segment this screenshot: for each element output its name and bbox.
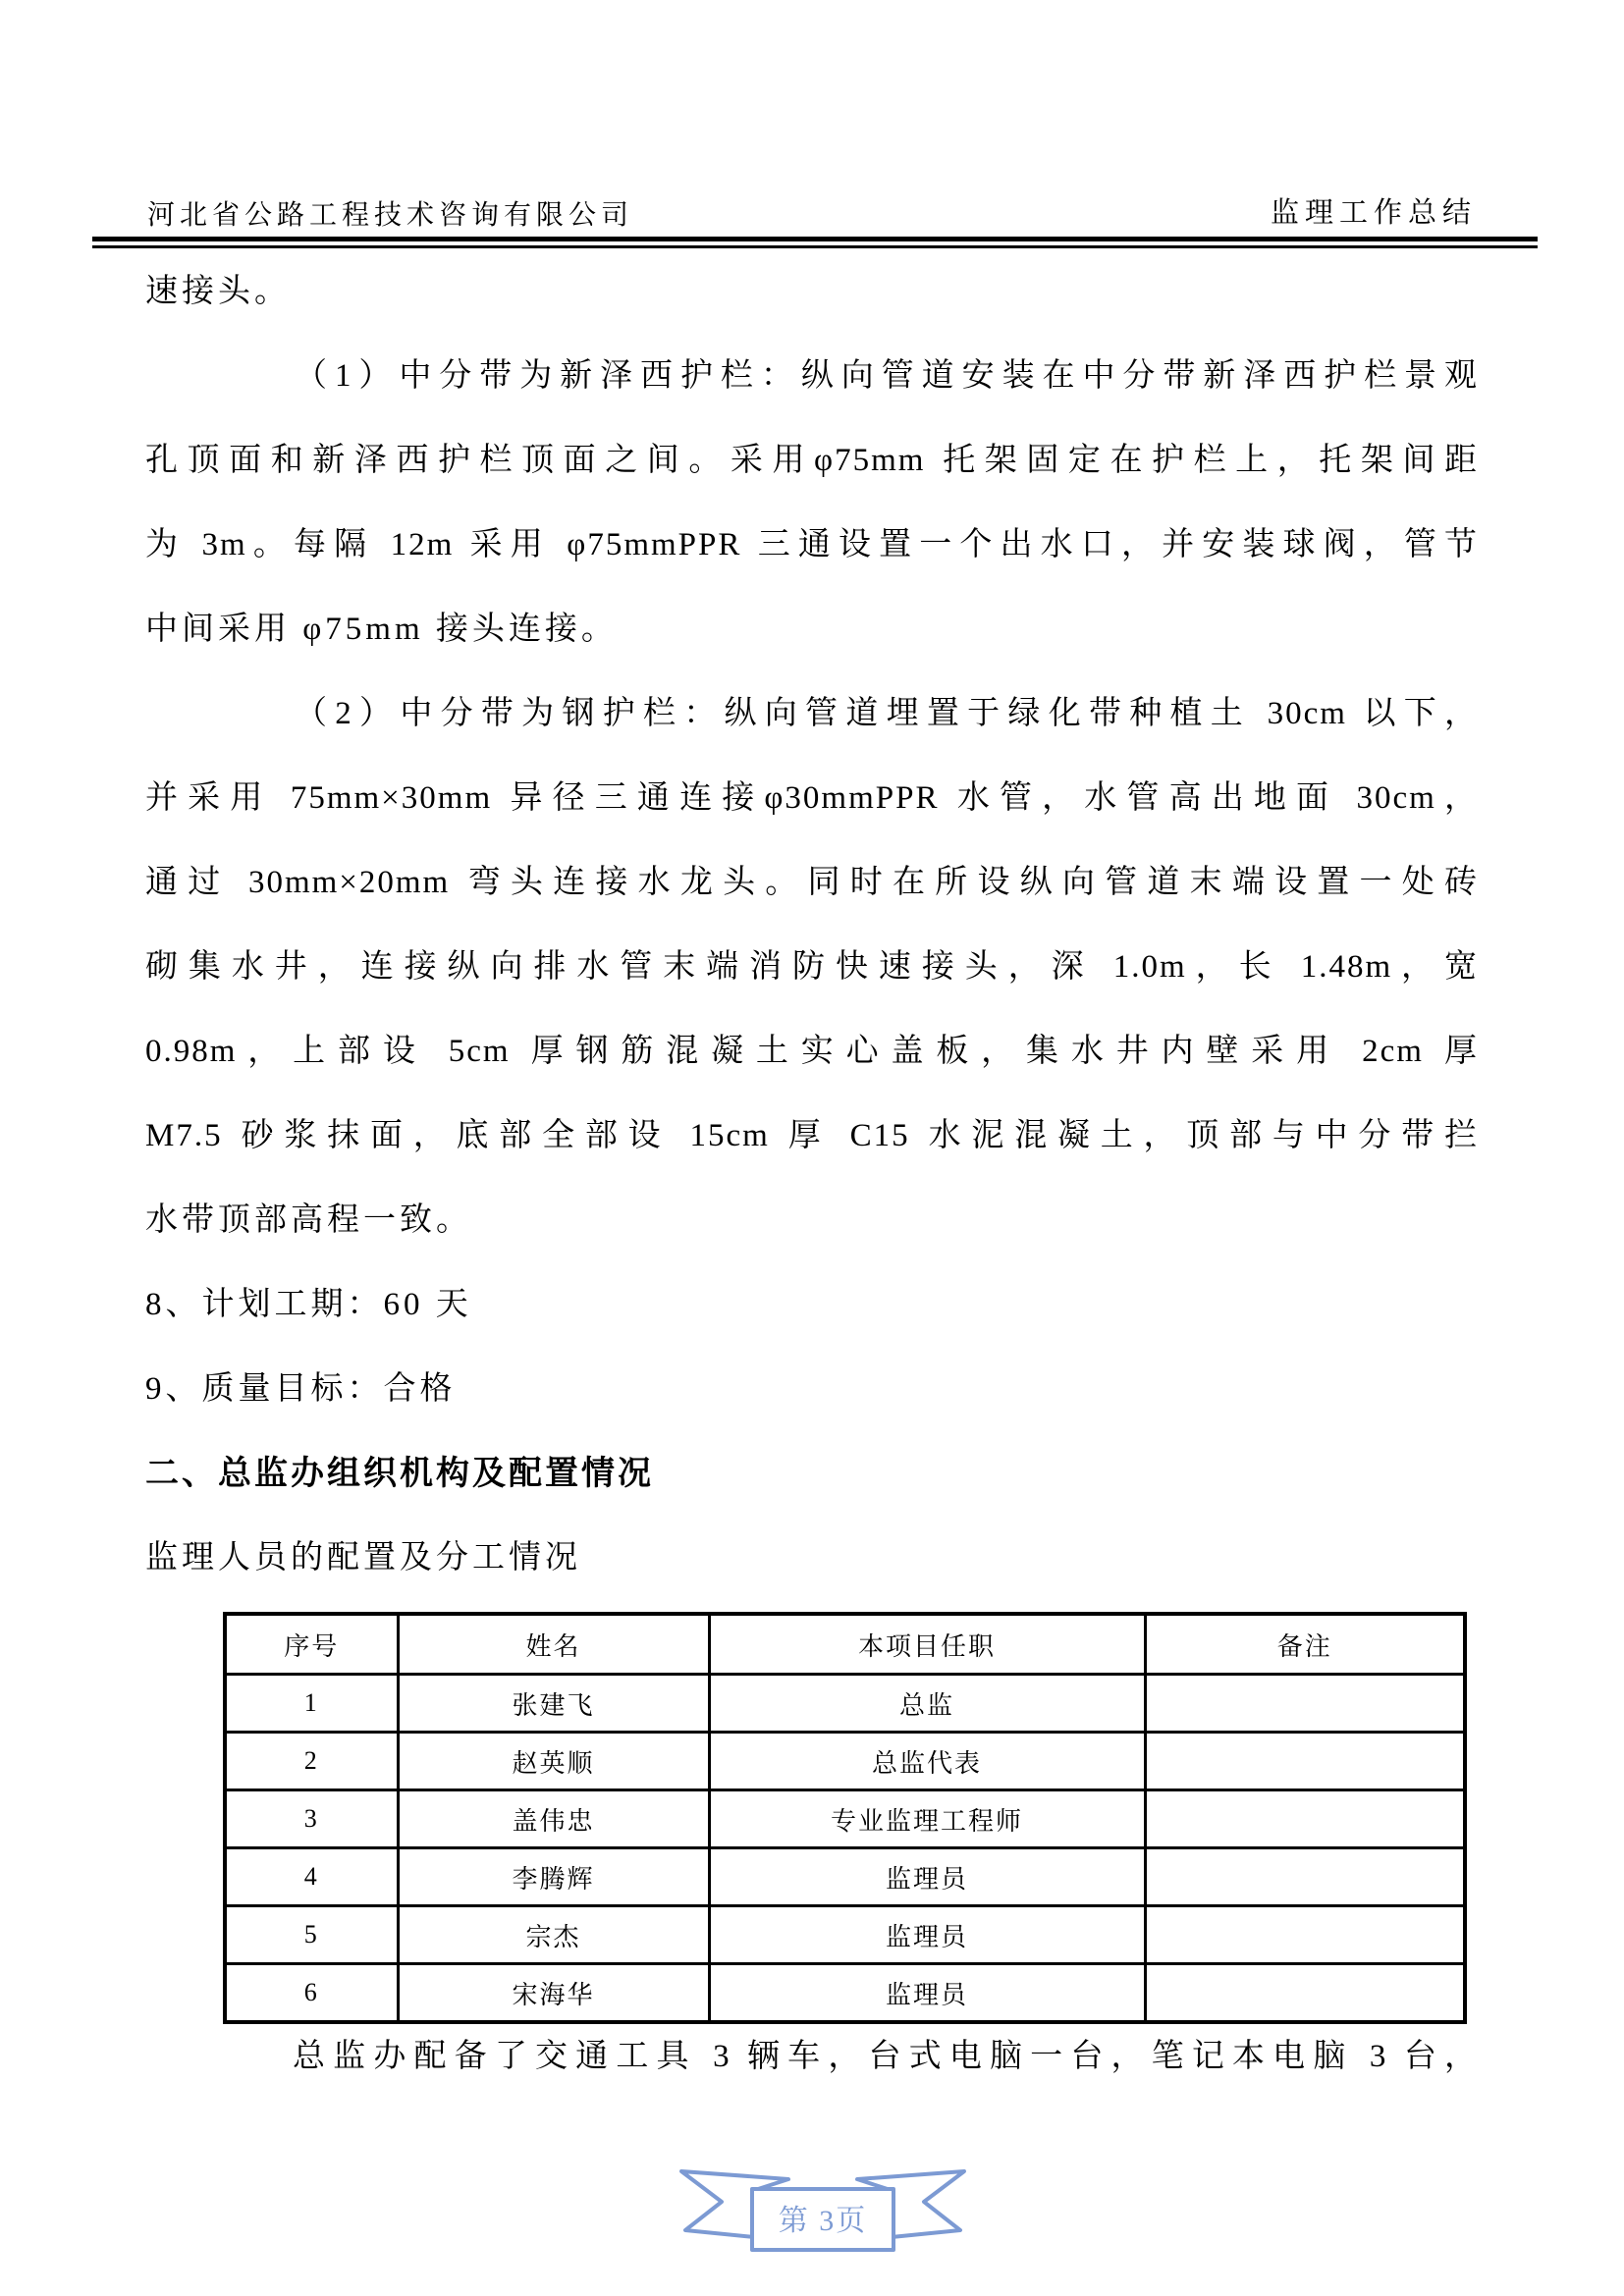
body-text [145, 249, 1479, 1600]
body-line: 8、计划工期：60 天 [145, 1287, 472, 1322]
roster-table-body [225, 1614, 1465, 2022]
table-cell: 专业监理工程师 [709, 1790, 1145, 1848]
table-cell: 监理员 [709, 1906, 1145, 1964]
column-header: 本项目任职 [709, 1614, 1145, 1675]
body-line: M7.5 砂浆抹面，底部全部设 15cm 厚 C15 水泥混凝土，顶部与中分带拦 [145, 1118, 1479, 1153]
body-line: 通过 30mm×20mm 弯头连接水龙头。同时在所设纵向管道末端设置一处砖 [145, 865, 1479, 900]
body-line: 中间采用 φ75mm 接头连接。 [145, 612, 618, 647]
table-row [225, 1790, 1465, 1848]
body-line: 并采用 75mm×30mm 异径三通连接φ30mmPPR 水管，水管高出地面 30cm， [145, 780, 1479, 816]
table-cell: 宗杰 [398, 1906, 709, 1964]
footer [676, 2165, 970, 2258]
table-cell: 盖伟忠 [398, 1790, 709, 1848]
table-cell: 赵英顺 [398, 1733, 709, 1790]
table-cell: 监理员 [709, 1964, 1145, 2023]
header-rule-thick [92, 237, 1538, 241]
header-rule-thin [92, 245, 1538, 248]
table-row [225, 1848, 1465, 1906]
column-header: 姓名 [398, 1614, 709, 1675]
body-line: 监理人员的配置及分工情况 [145, 1540, 581, 1575]
section-heading: 二、总监办组织机构及配置情况 [145, 1455, 654, 1492]
table-cell [1145, 1906, 1465, 1964]
table-cell: 张建飞 [398, 1675, 709, 1733]
table-cell [1145, 1733, 1465, 1790]
table-cell: 总监 [709, 1675, 1145, 1733]
table-cell: 宋海华 [398, 1964, 709, 2023]
table-cell [1145, 1848, 1465, 1906]
body-line: 总监办配备了交通工具 3 辆车，台式电脑一台，笔记本电脑 3 台， [293, 2039, 1479, 2074]
body-line: （2）中分带为钢护栏：纵向管道埋置于绿化带种植土 30cm 以下， [295, 696, 1479, 731]
body-line: 砌集水井，连接纵向排水管末端消防快速接头，深 1.0m，长 1.48m，宽 [145, 949, 1479, 985]
page-ribbon-banner [676, 2165, 970, 2258]
table-cell: 6 [225, 1964, 398, 2023]
body-line: 为 3m。每隔 12m 采用 φ75mmPPR 三通设置一个出水口，并安装球阀，管节 [145, 527, 1479, 562]
header-company-name: 河北省公路工程技术咨询有限公司 [147, 200, 634, 231]
table-cell: 监理员 [709, 1848, 1145, 1906]
body-line: 9、质量目标：合格 [145, 1371, 457, 1407]
column-header: 备注 [1145, 1614, 1465, 1675]
table-cell: 总监代表 [709, 1733, 1145, 1790]
table-row [225, 1675, 1465, 1733]
after-table-paragraph [145, 2014, 1479, 2099]
roster-table [223, 1612, 1467, 2024]
table-cell: 2 [225, 1733, 398, 1790]
table-header-row [225, 1614, 1465, 1675]
header-doc-title: 监理工作总结 [1270, 197, 1477, 229]
table-row [225, 1906, 1465, 1964]
page-number-label: 第 3页 [778, 2205, 868, 2237]
table-cell [1145, 1675, 1465, 1733]
body-line: （1）中分带为新泽西护栏：纵向管道安装在中分带新泽西护栏景观 [295, 358, 1479, 394]
table-cell: 4 [225, 1848, 398, 1906]
table-cell: 3 [225, 1790, 398, 1848]
table-row [225, 1733, 1465, 1790]
table-cell [1145, 1790, 1465, 1848]
body-line: 速接头。 [145, 274, 291, 309]
body-line: 水带顶部高程一致。 [145, 1202, 472, 1238]
body-line: 0.98m，上部设 5cm 厚钢筋混凝土实心盖板，集水井内壁采用 2cm 厚 [145, 1034, 1479, 1069]
body-line: 孔顶面和新泽西护栏顶面之间。采用φ75mm 托架固定在护栏上，托架间距 [145, 443, 1479, 478]
table-cell: 李腾辉 [398, 1848, 709, 1906]
table-cell: 5 [225, 1906, 398, 1964]
table-cell: 1 [225, 1675, 398, 1733]
column-header: 序号 [225, 1614, 398, 1675]
